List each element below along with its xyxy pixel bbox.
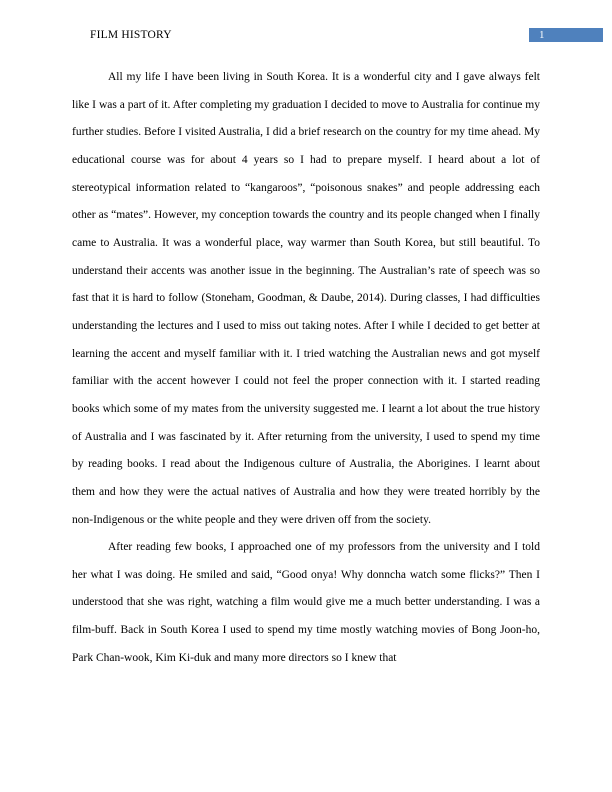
running-head: FILM HISTORY <box>90 29 172 41</box>
paragraph: All my life I have been living in South Korea. It is a wonderful city and I gave always felt like I was a part of it. After completing my graduation I decided to move to Australia for continue my further studies. Before I visited Australia, I did a brief research on the country for my time ahead. My educational course was for about 4 years so I had to prepare myself. I heard about a lot of stereotypical information related to “kangaroos”, “poisonous snakes” and people addressing each other as “mates”. However, my conception towards the country and its people changed when I finally came to Australia. It was a wonderful place, way warmer than South Korea, but still beautiful. To understand their accents was another issue in the beginning. The Australian’s rate of speech was so fast that it is hard to follow (Stoneham, Goodman, & Daube, 2014). During classes, I had difficulties understanding the lectures and I used to miss out taking notes. After I while I decided to get better at learning the accent and myself familiar with it. I tried watching the Australian news and got myself familiar with the accent however I could not feel the proper connection with it. I started reading books which some of my mates from the university suggested me. I learnt a lot about the true history of Australia and I was fascinated by it. After returning from the university, I used to spend my time by reading books. I read about the Indigenous culture of Australia, the Aborigines. I learnt about them and how they were the actual natives of Australia and how they were treated horribly by the non-Indigenous or the white people and they were driven off from the society. <box>72 71 540 526</box>
paragraph: After reading few books, I approached one of my professors from the university and I told her what I was doing. He smiled and said, “Good onya! Why donncha watch some flicks?” Then I understood that she was right, watching a film would give me a much better understanding. I was a film-buff. Back in South Korea I used to spend my time mostly watching movies of Bong Joon-ho, Park Chan-wook, Kim Ki-duk and many more directors so I knew that <box>72 541 540 664</box>
page-number: 1 <box>529 28 603 42</box>
document-body <box>72 64 540 672</box>
page-header <box>0 28 612 44</box>
